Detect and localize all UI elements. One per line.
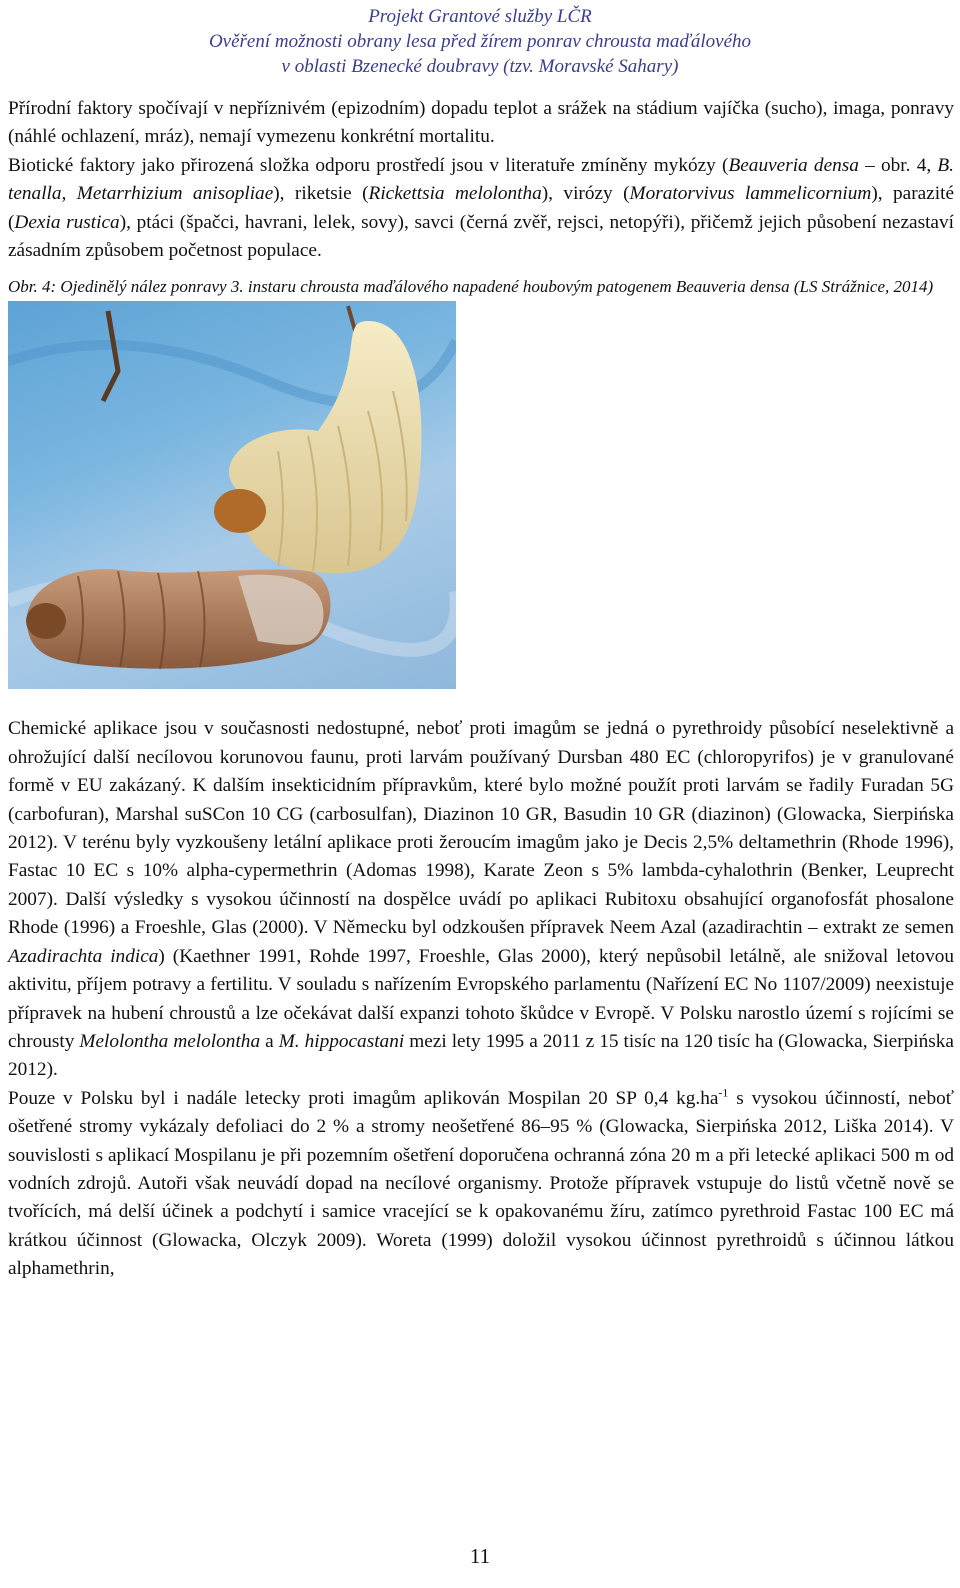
paragraph-chemical-applications: Chemické aplikace jsou v současnosti nedostupné, neboť proti imagům se jedná o pyrethroidy působící neselektivně a ohrožující další necílovou korunovou faunu, proti larvám používaný Dursban 480 EC (chloropyrifos) je v granulované formě v EU zakázaný. K dalším insekticidním přípravkům, které bylo možné použít proti larvám se řadily Furadan 5G (carbofuran), Marshal suSCon 10 CG (carbosulfan), Diazinon 10 GR, Basudin 10 GR (diazinon) (Glowacka, Sierpińska 2012). V terénu byly vyzkoušeny letální aplikace proti žeroucím imagům jako je Decis 2,5% deltamethrin (Rhode 1996), Fastac 10 EC s 10% alpha-cypermethrin (Adomas 1998), Karate Zeon s 5% lambda-cyhalothrin (Benker, Leuprecht 2007). Další výsledky s vysokou účinností na dospělce uvádí po aplikaci Rubitoxu obsahující organofosfát phosalone Rhode (1996) a Froeshle, Glas (2000). V Německu byl odzkoušen přípravek Neem Azal (azadirachtin – extrakt ze semen Azadirachta indica) (Kaethner 1991, Rohde 1997, Froeshle, Glas 2000), který nepůsobil letálně, ale snižoval letovou aktivitu, příjem potravy a fertilitu. V souladu s nařízením Evropského parlamentu (Nařízení EC No 1107/2009) neexistuje přípravek na hubení chroustů a lze očekávat další expanzi tohoto škůdce v Evropě. V Polsku narostlo území s rojícími se chrousty Melolontha melolontha a M. hippocastani mezi lety 1995 a 2011 z 15 tisíc na 120 tisíc ha (Glowacka, Sierpińska 2012).	[8, 718, 954, 1081]
page-body	[8, 95, 954, 1284]
header-line-3: v oblasti Bzenecké doubravy (tzv. Moravské Sahary)	[281, 56, 679, 77]
grub-illustration	[8, 301, 456, 689]
header-line-2: Ověření možnosti obrany lesa před žírem ponrav chrousta maďálového	[208, 31, 752, 52]
figure-grub-photo	[8, 301, 456, 689]
paragraph-biotic-factors: Biotické faktory jako přirozená složka odporu prostředí jsou v literatuře zmíněny mykózy (Beauveria densa – obr. 4, B. tenalla, Metarrhizium anisopliae), riketsie (Rickettsia melolontha), virózy (Moratorvivus lammelicornium), parazité (Dexia rustica), ptáci (špačci, havrani, lelek, sovy), savci (černá zvěř, rejsci, netopýři), přičemž jejich působení nezastaví zásadním způsobem početnost populace.	[8, 154, 955, 262]
paragraph-mospilan: Pouze v Polsku byl i nadále letecky proti imagům aplikován Mospilan 20 SP 0,4 $kg.ha^{-1}$ s vysokou účinností, neboť ošetřené stromy vykázaly defoliaci do 2 % a stromy neošetřené 86–95 % (Glowacka, Sierpińska 2012, Liška 2014). V souvislosti s aplikací Mospilanu je při pozemním ošetření doporučena ochranná zóna 20 m a při letecké aplikaci 500 m od vodních zdrojů. Autoři však neuvádí dopad na necílové organismy. Protože přípravek vstupuje do listů včetně nově se tvořících, má delší účinek a podchytí i samice vracející se k opakovanému žíru, zatímco pyrethroid Fastac 100 EC má krátkou účinnost (Glowacka, Olczyk 2009). Woreta (1999) doložil vysokou účinnost pyrethroidů s účinnou látkou alphamethrin,	[8, 1085, 954, 1280]
figure-caption: Obr. 4: Ojedinělý nález ponravy 3. instaru chrousta maďálového napadené houbovým patogenem Beauveria densa (LS Strážnice, 2014)	[8, 277, 934, 297]
running-header	[0, 4, 960, 79]
paragraph-natural-factors: Přírodní faktory spočívají v nepříznivém (epizodním) dopadu teplot a srážek na stádium vajíčka (sucho), imaga, ponravy (náhlé ochlazení, mráz), nemají vymezenu konkrétní mortalitu.	[8, 98, 954, 148]
page-number: 11	[469, 1544, 491, 1568]
header-line-1: Projekt Grantové služby LČR	[368, 6, 592, 27]
